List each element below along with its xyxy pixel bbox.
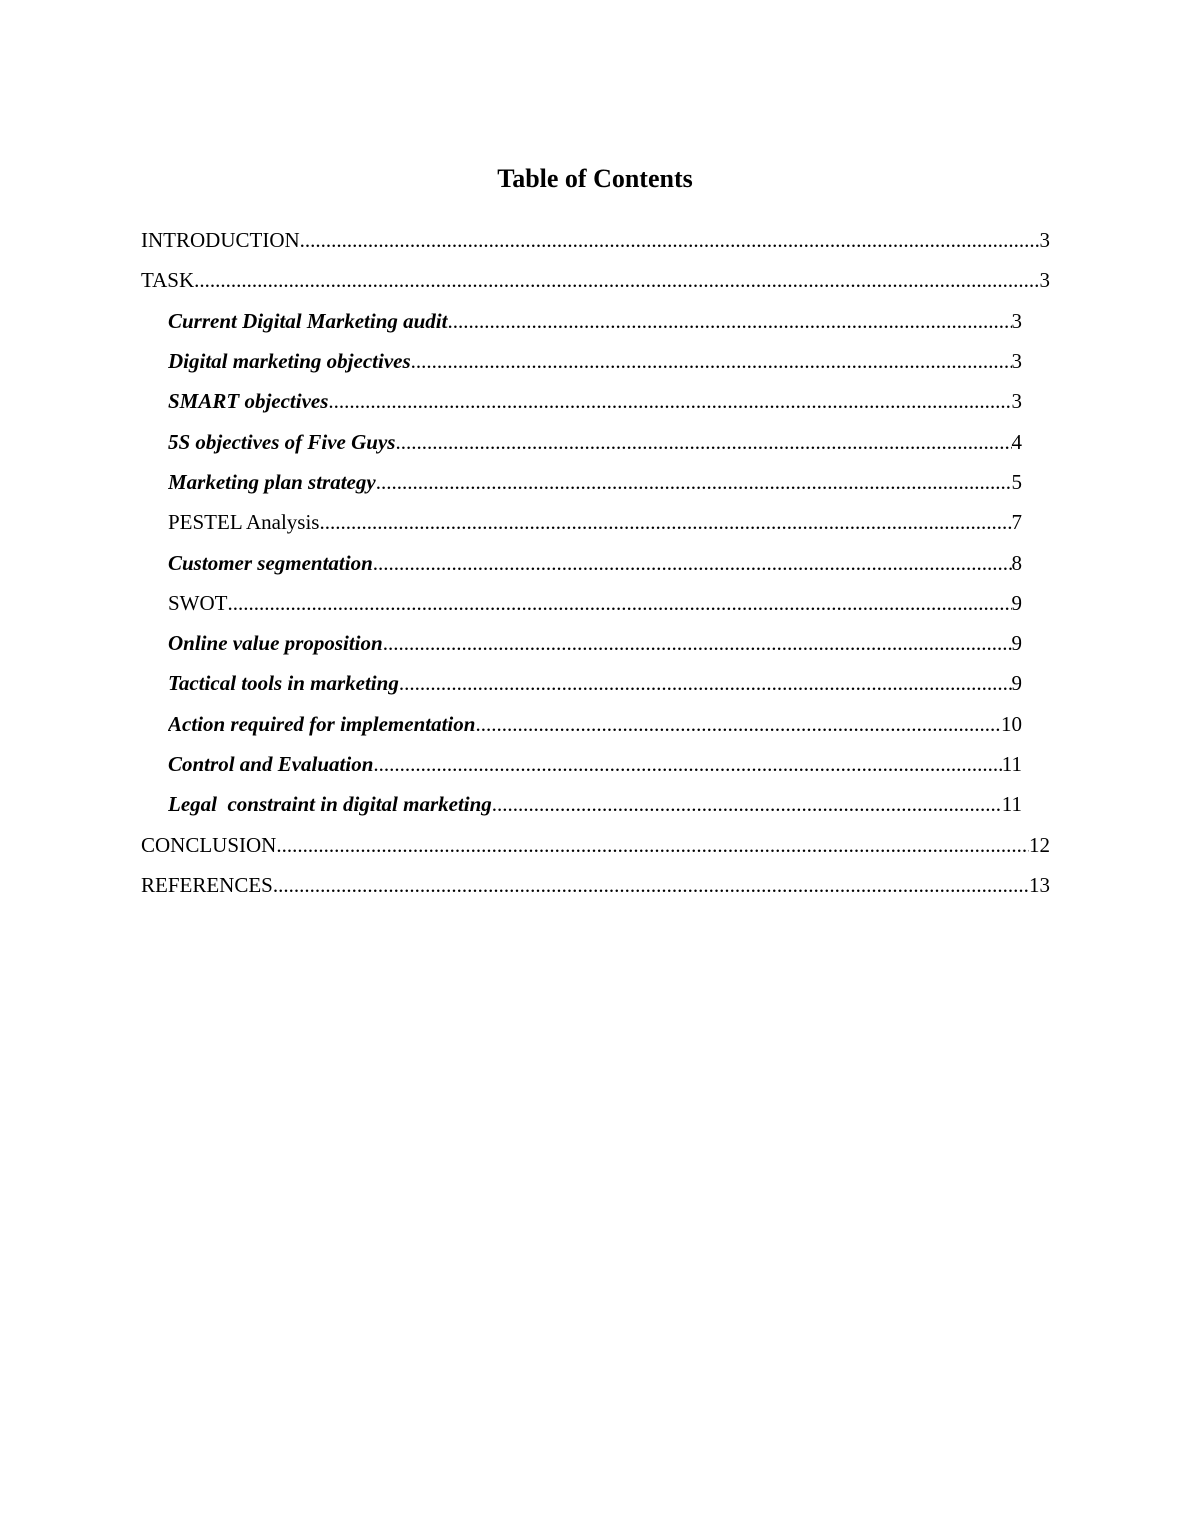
toc-entry-label: Digital marketing objectives [168,349,411,374]
toc-leader-dots [373,548,1012,578]
toc-list [0,220,1190,905]
toc-entry-page: 11 [1001,792,1022,817]
toc-leader-dots [373,749,1001,779]
toc-entry-pestel-analysis[interactable] [168,502,1022,542]
toc-entry-label: Control and Evaluation [168,752,374,776]
toc-leader-dots [328,386,1011,416]
toc-leader-dots [376,467,1012,497]
toc-entry-page: 3 [1011,308,1022,333]
toc-entry-references[interactable] [141,865,1050,905]
toc-entry-label: TASK [141,268,195,293]
toc-leader-dots [276,830,1029,860]
toc-entry-page: 8 [1011,550,1022,575]
toc-entry-digital-marketing-objectives[interactable] [168,341,1022,381]
toc-entry-smart-objectives[interactable] [168,381,1022,421]
toc-entry-label: Action required for implementation [168,711,476,736]
toc-leader-dots [383,628,1012,658]
toc-entry-page: 3 [1011,389,1022,414]
toc-entry-label: Tactical tools in marketing [168,671,399,696]
toc-entry-page: 3 [1039,228,1050,253]
toc-entry-page: 9 [1011,631,1022,656]
toc-entry-page: 9 [1011,590,1022,615]
toc-entry-label: 5S objectives of Five Guys [168,429,396,454]
toc-leader-dots [273,870,1029,900]
toc-entry-label: Customer segmentation [168,550,373,575]
toc-entry-legal-constraint[interactable] [168,784,1022,824]
toc-leader-dots [194,265,1039,295]
toc-entry-control-and-evaluation[interactable] [168,744,1022,784]
toc-entry-swot[interactable] [168,583,1022,623]
toc-entry-page: 5 [1011,469,1022,494]
toc-leader-dots [228,588,1012,618]
toc-title: Table of Contents [497,164,693,193]
toc-entry-page: 3 [1039,268,1050,293]
toc-entry-label: SMART objectives [168,389,329,414]
toc-entry-label: Legal constraint in digital marketing [168,792,492,817]
toc-entry-page: 9 [1011,671,1022,696]
toc-leader-dots [492,789,1002,819]
toc-entry-page: 12 [1029,832,1050,857]
toc-entry-label: Current Digital Marketing audit [168,308,448,333]
toc-entry-page: 13 [1029,872,1050,897]
toc-entry-task[interactable] [141,260,1050,300]
toc-entry-page: 11 [1001,752,1022,776]
toc-entry-label: PESTEL Analysis [168,510,320,535]
toc-entry-conclusion[interactable] [141,824,1050,864]
toc-leader-dots [411,346,1012,376]
toc-leader-dots [395,427,1011,457]
toc-entry-label: Online value proposition [168,631,383,656]
toc-leader-dots [475,709,1001,739]
toc-leader-dots [300,225,1040,255]
toc-entry-5s-objectives[interactable] [168,421,1022,461]
toc-entry-page: 3 [1011,349,1022,374]
toc-entry-customer-segmentation[interactable] [168,542,1022,582]
toc-entry-page: 10 [1001,711,1022,736]
toc-entry-tactical-tools[interactable] [168,663,1022,703]
toc-leader-dots [447,306,1011,336]
toc-leader-dots [399,668,1012,698]
toc-entry-page: 4 [1011,429,1022,454]
toc-entry-action-required[interactable] [168,704,1022,744]
toc-entry-current-digital-marketing-audit[interactable] [168,301,1022,341]
toc-leader-dots [319,507,1011,537]
toc-entry-marketing-plan-strategy[interactable] [168,462,1022,502]
toc-entry-online-value-proposition[interactable] [168,623,1022,663]
toc-entry-label: CONCLUSION [141,832,277,857]
toc-entry-label: INTRODUCTION [141,228,300,253]
toc-entry-label: SWOT [168,590,228,615]
toc-entry-label: Marketing plan strategy [168,469,376,494]
toc-entry-introduction[interactable] [141,220,1050,260]
toc-entry-label: REFERENCES [141,872,273,897]
toc-entry-page: 7 [1011,510,1022,535]
